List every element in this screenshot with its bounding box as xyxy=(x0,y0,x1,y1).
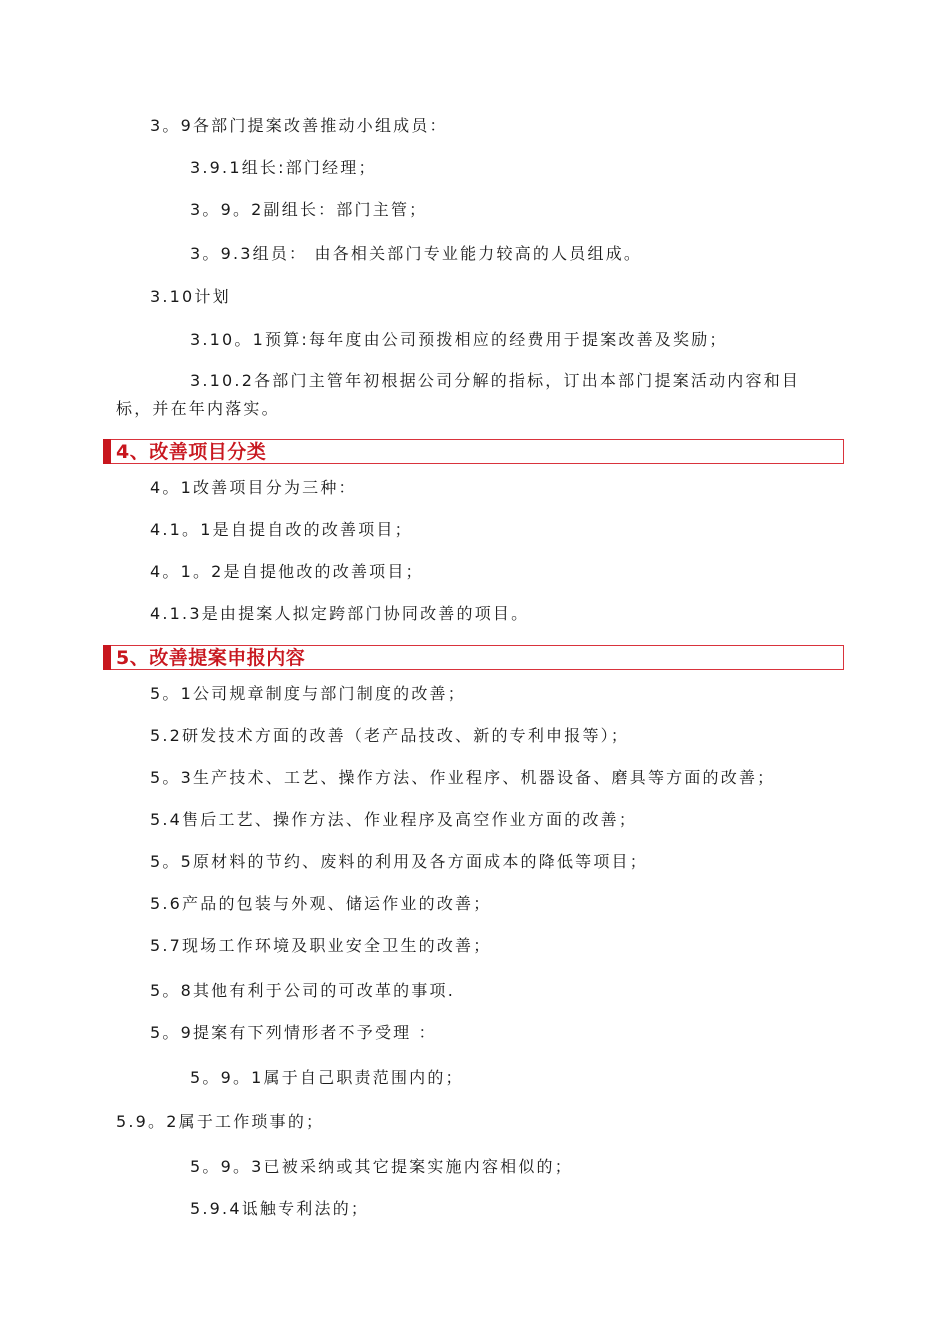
clause-5-9: 5。9提案有下列情形者不予受理 ： xyxy=(150,1023,437,1042)
section-title: 5、改善提案申报内容 xyxy=(116,647,306,669)
clause-3-10-2-line1: 3.10.2各部门主管年初根据公司分解的指标，订出本部门提案活动内容和目 xyxy=(190,371,801,390)
clause-3-10-1: 3.10。1预算:每年度由公司预拨相应的经费用于提案改善及奖励； xyxy=(190,330,728,349)
section-heading-5 xyxy=(103,645,844,670)
clause-3-9-2: 3。9。2副组长：部门主管； xyxy=(190,200,428,219)
clause-5-2: 5.2研发技术方面的改善（老产品技改、新的专利申报等）； xyxy=(150,726,630,745)
clause-4-1-3: 4.1.3是由提案人拟定跨部门协同改善的项目。 xyxy=(150,604,530,623)
clause-5-1: 5。1公司规章制度与部门制度的改善； xyxy=(150,684,466,703)
clause-5-3: 5。3生产技术、工艺、操作方法、作业程序、机器设备、磨具等方面的改善； xyxy=(150,768,776,787)
clause-5-9-4: 5.9.4诋触专利法的； xyxy=(190,1199,370,1218)
clause-5-9-1: 5。9。1属于自己职责范围内的； xyxy=(190,1068,464,1087)
clause-3-9-3: 3。9.3组员： 由各相关部门专业能力较高的人员组成。 xyxy=(190,244,643,263)
clause-4-1: 4。1改善项目分为三种： xyxy=(150,478,357,497)
clause-3-10: 3.10计划 xyxy=(150,287,231,306)
clause-3-9-1: 3.9.1组长:部门经理； xyxy=(190,158,377,177)
clause-4-1-2: 4。1。2是自提他改的改善项目； xyxy=(150,562,424,581)
clause-5-4: 5.4售后工艺、操作方法、作业程序及高空作业方面的改善； xyxy=(150,810,638,829)
clause-5-5: 5。5原材料的节约、废料的利用及各方面成本的降低等项目； xyxy=(150,852,648,871)
clause-5-7: 5.7现场工作环境及职业安全卫生的改善； xyxy=(150,936,492,955)
clause-4-1-1: 4.1。1是自提自改的改善项目； xyxy=(150,520,413,539)
clause-3-9: 3。9各部门提案改善推动小组成员： xyxy=(150,116,448,135)
clause-5-8: 5。8其他有利于公司的可改革的事项. xyxy=(150,981,456,1000)
section-heading-4 xyxy=(103,439,844,464)
heading-accent-bar xyxy=(103,439,111,464)
section-title: 4、改善项目分类 xyxy=(116,441,267,463)
clause-5-9-3: 5。9。3已被采纳或其它提案实施内容相似的； xyxy=(190,1157,573,1176)
heading-accent-bar xyxy=(103,645,111,670)
clause-3-10-2-line2: 标，并在年内落实。 xyxy=(116,399,280,418)
clause-5-6: 5.6产品的包装与外观、储运作业的改善； xyxy=(150,894,492,913)
clause-5-9-2: 5.9。2属于工作琐事的； xyxy=(116,1112,325,1131)
